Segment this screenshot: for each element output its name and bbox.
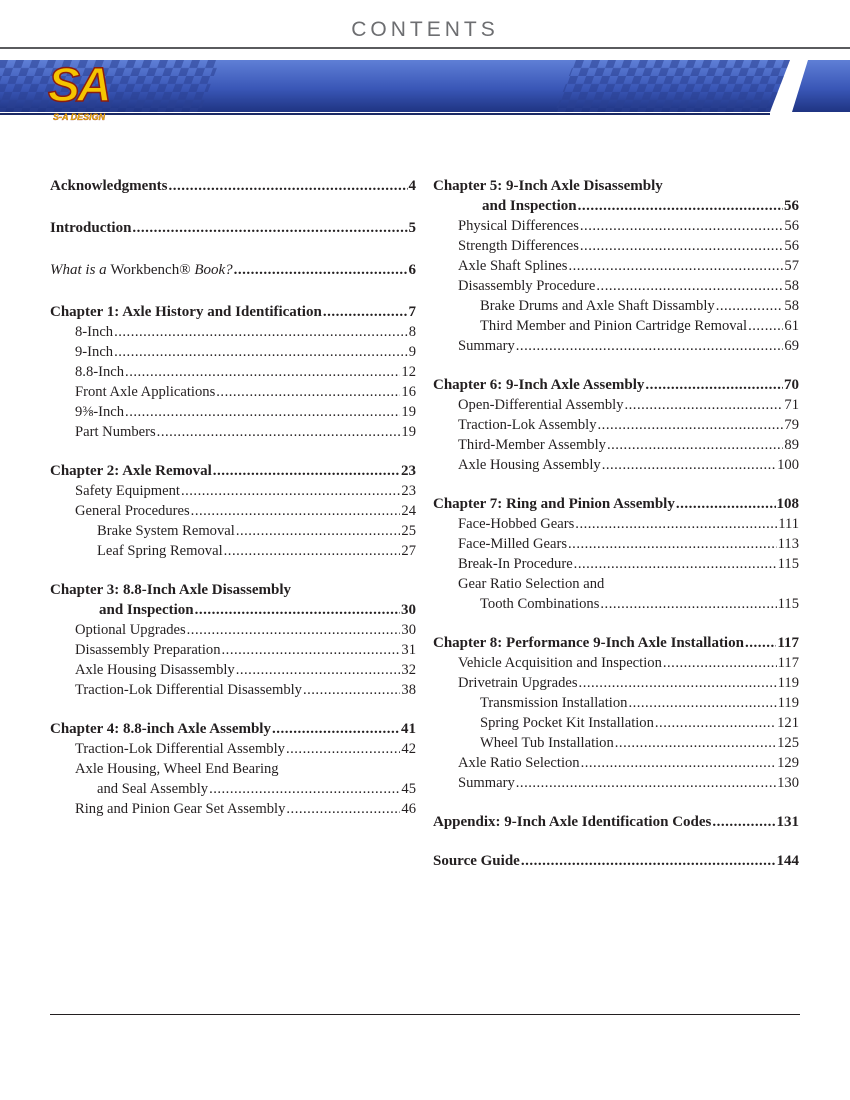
toc-label: Axle Housing Assembly <box>458 457 601 473</box>
toc-label: Chapter 1: Axle History and Identification <box>50 304 322 320</box>
toc-page: 108 <box>776 496 799 512</box>
toc-page: 38 <box>401 682 416 698</box>
footer-divider <box>50 1014 800 1015</box>
toc-page: 12 <box>401 364 416 380</box>
toc-label: Chapter 2: Axle Removal <box>50 463 212 479</box>
toc-page: 4 <box>408 178 416 194</box>
toc-entry[interactable] <box>433 216 799 236</box>
toc-label: General Procedures <box>75 503 190 519</box>
toc-entry[interactable] <box>433 534 799 554</box>
toc-page: 41 <box>401 721 416 737</box>
leader-dots <box>114 322 408 342</box>
toc-page: 125 <box>777 735 799 751</box>
toc-page: 9 <box>408 344 416 360</box>
toc-chapter-4[interactable] <box>50 719 416 739</box>
leader-dots <box>191 501 401 521</box>
toc-entry-multiline-first[interactable]: Axle Housing, Wheel End Bearing <box>75 761 279 777</box>
workbench-suffix: Book? <box>194 262 233 278</box>
leader-dots <box>132 218 407 238</box>
toc-label: Brake System Removal <box>97 523 235 539</box>
toc-label: Third Member and Pinion Cartridge Removal <box>480 318 748 334</box>
toc-chapter-3-title[interactable]: Chapter 3: 8.8-Inch Axle Disassembly <box>50 582 291 598</box>
toc-label: 9-Inch <box>75 344 114 360</box>
toc-label: Axle Ratio Selection <box>458 755 580 771</box>
toc-page: 79 <box>784 417 799 433</box>
toc-label: Disassembly Preparation <box>75 642 221 658</box>
leader-dots <box>748 316 783 336</box>
toc-entry[interactable] <box>433 594 799 614</box>
leader-dots <box>303 680 400 700</box>
leader-dots <box>187 620 401 640</box>
toc-page: 131 <box>776 814 799 830</box>
toc-entry[interactable] <box>433 554 799 574</box>
leader-dots <box>222 640 401 660</box>
toc-page: 5 <box>408 220 416 236</box>
toc-page: 27 <box>401 543 416 559</box>
toc-entry[interactable] <box>50 382 416 402</box>
leader-dots <box>234 260 408 280</box>
toc-entry-acknowledgments[interactable] <box>50 176 416 196</box>
toc-page: 8 <box>408 324 416 340</box>
toc-label: Transmission Installation <box>480 695 628 711</box>
toc-chapter-6[interactable] <box>433 375 799 395</box>
toc-label: Axle Housing Disassembly <box>75 662 235 678</box>
toc-page: 69 <box>784 338 799 354</box>
leader-dots <box>716 296 784 316</box>
leader-dots <box>236 660 401 680</box>
leader-dots <box>125 402 400 422</box>
toc-label: Safety Equipment <box>75 483 180 499</box>
toc-page: 71 <box>784 397 799 413</box>
leader-dots <box>568 534 777 554</box>
leader-dots <box>568 256 783 276</box>
toc-entry[interactable] <box>433 415 799 435</box>
sa-design-logo <box>48 59 126 128</box>
leader-dots <box>209 779 400 799</box>
toc-entry[interactable] <box>433 316 799 336</box>
toc-entry[interactable] <box>433 236 799 256</box>
toc-entry[interactable] <box>50 640 416 660</box>
toc-left-column <box>50 176 416 819</box>
toc-page: 46 <box>401 801 416 817</box>
toc-entry[interactable] <box>433 276 799 296</box>
leader-dots <box>625 395 784 415</box>
toc-label: Summary <box>458 775 515 791</box>
toc-entry[interactable] <box>50 620 416 640</box>
toc-page: 6 <box>408 262 416 278</box>
toc-label: Traction-Lok Differential Assembly <box>75 741 285 757</box>
toc-page: 30 <box>401 602 416 618</box>
toc-label: Optional Upgrades <box>75 622 186 638</box>
toc-entry-multiline-first[interactable]: Gear Ratio Selection and <box>458 576 605 592</box>
toc-page: 111 <box>778 516 799 532</box>
toc-entry[interactable] <box>433 673 799 693</box>
toc-entry[interactable] <box>433 336 799 356</box>
toc-entry[interactable] <box>433 693 799 713</box>
title-divider <box>0 47 850 49</box>
leader-dots <box>602 455 776 475</box>
toc-label: Axle Shaft Splines <box>458 258 568 274</box>
toc-entry[interactable] <box>50 342 416 362</box>
toc-entry[interactable] <box>50 362 416 382</box>
leader-dots <box>615 733 776 753</box>
toc-page: 56 <box>784 218 799 234</box>
toc-page: 61 <box>784 318 799 334</box>
toc-entry[interactable] <box>433 296 799 316</box>
leader-dots <box>645 375 783 395</box>
leader-dots <box>600 594 776 614</box>
toc-label: Third-Member Assembly <box>458 437 606 453</box>
toc-label: Open-Differential Assembly <box>458 397 624 413</box>
toc-label: and Inspection <box>482 198 577 214</box>
toc-page: 113 <box>777 536 799 552</box>
toc-entry[interactable] <box>433 514 799 534</box>
workbench-prefix: What is a <box>50 262 111 278</box>
leader-dots <box>575 514 777 534</box>
leader-dots <box>286 739 400 759</box>
toc-entry[interactable] <box>50 541 416 561</box>
toc-entry[interactable] <box>50 779 416 799</box>
toc-entry[interactable] <box>50 799 416 819</box>
leader-dots <box>236 521 401 541</box>
toc-entry[interactable] <box>50 739 416 759</box>
leader-dots <box>286 799 400 819</box>
toc-page: 23 <box>401 483 416 499</box>
toc-entry[interactable] <box>50 481 416 501</box>
toc-page: 100 <box>777 457 799 473</box>
toc-entry[interactable] <box>433 733 799 753</box>
toc-label: Strength Differences <box>458 238 579 254</box>
toc-label: 8.8-Inch <box>75 364 125 380</box>
toc-page: 89 <box>784 437 799 453</box>
leader-dots <box>216 382 400 402</box>
toc-chapter-2[interactable] <box>50 461 416 481</box>
toc-chapter-8[interactable] <box>433 633 799 653</box>
toc-entry[interactable] <box>433 435 799 455</box>
toc-label: Break-In Procedure <box>458 556 573 572</box>
toc-source-guide[interactable] <box>433 851 799 871</box>
toc-label <box>50 260 233 280</box>
leader-dots <box>224 541 401 561</box>
toc-label: Leaf Spring Removal <box>97 543 223 559</box>
toc-chapter-7[interactable] <box>433 494 799 514</box>
toc-label: Chapter 4: 8.8-inch Axle Assembly <box>50 721 271 737</box>
toc-page: 115 <box>777 596 799 612</box>
toc-label: Source Guide <box>433 853 520 869</box>
logo-mark: SA <box>48 59 109 112</box>
leader-dots <box>579 673 777 693</box>
toc-entry-introduction[interactable] <box>50 218 416 238</box>
toc-entry[interactable] <box>433 455 799 475</box>
leader-dots <box>181 481 400 501</box>
toc-page: 7 <box>408 304 416 320</box>
toc-page: 58 <box>784 278 799 294</box>
toc-label: Traction-Lok Assembly <box>458 417 597 433</box>
leader-dots <box>607 435 783 455</box>
toc-page: 121 <box>777 715 799 731</box>
toc-page: 144 <box>776 853 799 869</box>
toc-page: 19 <box>401 424 416 440</box>
toc-label: Disassembly Procedure <box>458 278 596 294</box>
toc-entry-workbench[interactable] <box>50 260 416 280</box>
toc-entry[interactable] <box>50 501 416 521</box>
toc-page: 32 <box>401 662 416 678</box>
leader-dots <box>663 653 777 673</box>
toc-entry[interactable] <box>50 422 416 442</box>
toc-label: Chapter 7: Ring and Pinion Assembly <box>433 496 675 512</box>
leader-dots <box>516 773 776 793</box>
toc-label: 9⅜-Inch <box>75 404 125 420</box>
leader-dots <box>323 302 408 322</box>
workbench-name: Workbench® <box>110 262 195 278</box>
toc-label: Chapter 8: Performance 9-Inch Axle Installation <box>433 635 744 651</box>
toc-page: 23 <box>401 463 416 479</box>
toc-entry[interactable] <box>50 322 416 342</box>
toc-entry[interactable] <box>433 395 799 415</box>
leader-dots <box>598 415 784 435</box>
leader-dots <box>516 336 784 356</box>
toc-page: 31 <box>401 642 416 658</box>
toc-entry[interactable] <box>50 680 416 700</box>
leader-dots <box>676 494 776 514</box>
toc-page: 56 <box>784 238 799 254</box>
toc-label: Ring and Pinion Gear Set Assembly <box>75 801 286 817</box>
leader-dots <box>157 422 401 442</box>
toc-page: 115 <box>777 556 799 572</box>
toc-label: Physical Differences <box>458 218 579 234</box>
toc-label: Face-Milled Gears <box>458 536 568 552</box>
leader-dots <box>628 693 776 713</box>
toc-appendix[interactable] <box>433 812 799 832</box>
leader-dots <box>213 461 400 481</box>
toc-label: Acknowledgments <box>50 178 168 194</box>
toc-label: Drivetrain Upgrades <box>458 675 578 691</box>
toc-page: 30 <box>401 622 416 638</box>
toc-page: 70 <box>784 377 799 393</box>
leader-dots <box>574 554 777 574</box>
toc-page: 130 <box>777 775 799 791</box>
toc-label: Chapter 6: 9-Inch Axle Assembly <box>433 377 645 393</box>
toc-entry[interactable] <box>433 256 799 276</box>
toc-chapter-5-title[interactable]: Chapter 5: 9-Inch Axle Disassembly <box>433 178 663 194</box>
toc-label: Introduction <box>50 220 132 236</box>
leader-dots <box>114 342 408 362</box>
leader-dots <box>272 719 400 739</box>
toc-page: 56 <box>784 198 799 214</box>
toc-label: Face-Hobbed Gears <box>458 516 575 532</box>
toc-chapter-5[interactable] <box>433 196 799 216</box>
toc-label: Spring Pocket Kit Installation <box>480 715 654 731</box>
leader-dots <box>521 851 776 871</box>
toc-label: 8-Inch <box>75 324 114 340</box>
toc-page: 24 <box>401 503 416 519</box>
toc-page: 119 <box>777 675 799 691</box>
leader-dots <box>745 633 776 653</box>
toc-page: 117 <box>777 635 799 651</box>
toc-label: Part Numbers <box>75 424 156 440</box>
leader-dots <box>581 753 777 773</box>
toc-entry[interactable] <box>433 713 799 733</box>
toc-page: 16 <box>401 384 416 400</box>
toc-right-column <box>433 176 799 871</box>
toc-page: 45 <box>401 781 416 797</box>
toc-label: Front Axle Applications <box>75 384 216 400</box>
toc-entry[interactable] <box>433 753 799 773</box>
toc-label: Wheel Tub Installation <box>480 735 614 751</box>
toc-label: and Inspection <box>99 602 194 618</box>
toc-page: 119 <box>777 695 799 711</box>
leader-dots <box>125 362 400 382</box>
toc-page: 19 <box>401 404 416 420</box>
toc-entry[interactable] <box>50 402 416 422</box>
header-banner <box>0 60 850 126</box>
leader-dots <box>655 713 776 733</box>
toc-label: Tooth Combinations <box>480 596 600 612</box>
toc-entry[interactable] <box>50 521 416 541</box>
toc-label: Summary <box>458 338 515 354</box>
toc-label: Brake Drums and Axle Shaft Dissambly <box>480 298 715 314</box>
toc-page: 25 <box>401 523 416 539</box>
toc-label: Appendix: 9-Inch Axle Identification Codes <box>433 814 712 830</box>
logo-subtext: S-A DESIGN <box>53 112 106 122</box>
leader-dots <box>580 236 784 256</box>
leader-dots <box>712 812 775 832</box>
toc-page: 57 <box>784 258 799 274</box>
toc-entry[interactable] <box>433 653 799 673</box>
page-title: CONTENTS <box>351 18 499 41</box>
toc-page: 42 <box>401 741 416 757</box>
leader-dots <box>578 196 783 216</box>
toc-chapter-1[interactable] <box>50 302 416 322</box>
leader-dots <box>596 276 783 296</box>
toc-label: and Seal Assembly <box>97 781 209 797</box>
toc-entry[interactable] <box>50 660 416 680</box>
toc-entry[interactable] <box>433 773 799 793</box>
toc-chapter-3[interactable] <box>50 600 416 620</box>
toc-page: 58 <box>784 298 799 314</box>
leader-dots <box>195 600 400 620</box>
toc-page: 117 <box>777 655 799 671</box>
toc-page: 129 <box>777 755 799 771</box>
leader-dots <box>580 216 784 236</box>
toc-label: Traction-Lok Differential Disassembly <box>75 682 302 698</box>
toc-label: Vehicle Acquisition and Inspection <box>458 655 662 671</box>
leader-dots <box>169 176 408 196</box>
